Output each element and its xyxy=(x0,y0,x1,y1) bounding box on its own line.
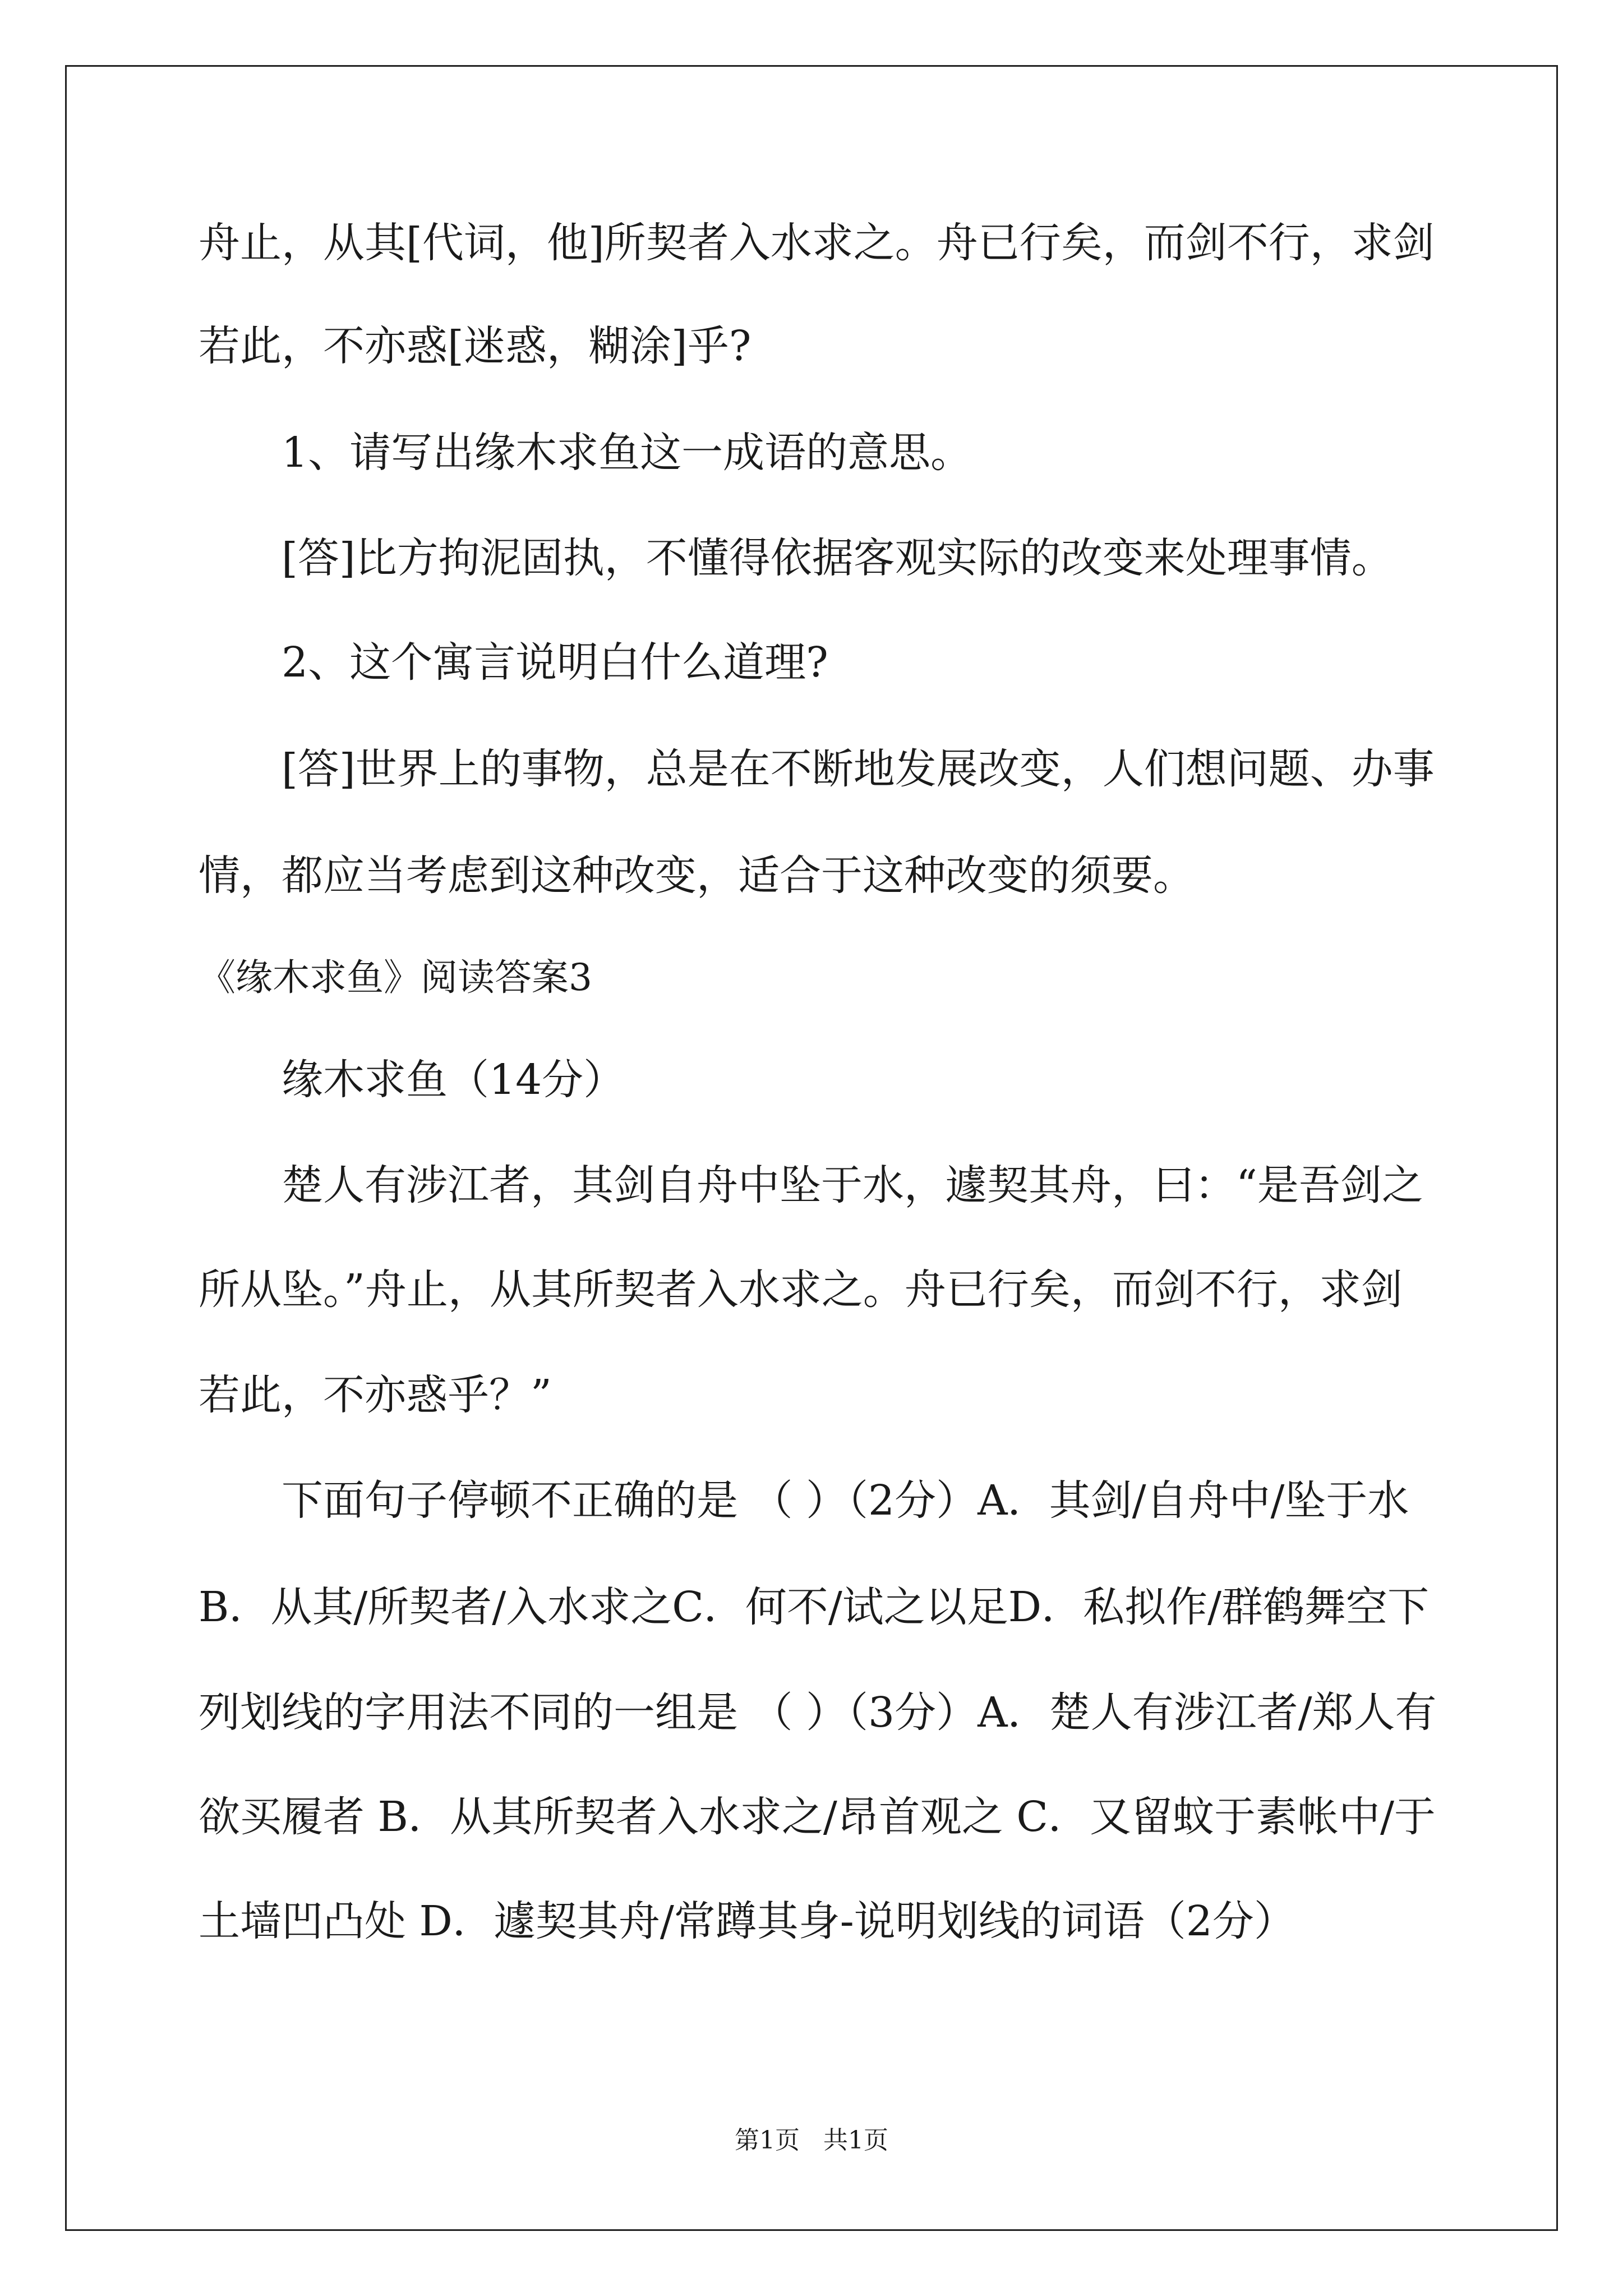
question-2: 2、这个寓言说明白什么道理? xyxy=(282,638,828,687)
passage-text: 所从坠。”舟止，从其所契者入水求之。舟已行矣，而剑不行，求剑 xyxy=(199,1266,1403,1314)
answer-2: [答]世界上的事物，总是在不断地发展改变，人们想问题、办事 xyxy=(282,745,1435,793)
passage-text: 若此，不亦惑乎？” xyxy=(199,1371,552,1419)
answer-1: [答]比方拘泥固执，不懂得依据客观实际的改变来处理事情。 xyxy=(282,534,1393,582)
question-text: B．从其/所契者/入水求之C．何不/试之以足D．私拟作/群鹤舞空下 xyxy=(199,1583,1430,1631)
page-number-footer: 第1页 共1页 xyxy=(735,2126,888,2155)
passage-title: 缘木求鱼（14分） xyxy=(282,1056,625,1104)
question-text: 下面句子停顿不正确的是 （ ）（2分）A．其剑/自舟中/坠于水 xyxy=(282,1476,1409,1525)
question-1: 1、请写出缘木求鱼这一成语的意思。 xyxy=(282,429,972,477)
text-line: 情，都应当考虑到这种改变，适合于这种改变的须要。 xyxy=(199,852,1195,900)
text-line: 舟止，从其[代词，他]所契者入水求之。舟已行矣，而剑不行，求剑 xyxy=(199,219,1435,267)
section-heading: 《缘木求鱼》阅读答案3 xyxy=(199,956,592,999)
text-line: 若此，不亦惑[迷惑，糊涂]乎? xyxy=(199,322,751,370)
question-text: 欲买履者 B．从其所契者入水求之/昂首观之 C．又留蚊于素帐中/于 xyxy=(199,1793,1436,1841)
question-text: 土墙凹凸处 D．遽契其舟/常蹲其身-说明划线的词语（2分） xyxy=(199,1897,1295,1945)
passage-text: 楚人有涉江者，其剑自舟中坠于水，遽契其舟，曰：“是吾剑之 xyxy=(282,1161,1423,1209)
question-text: 列划线的字用法不同的一组是 （ ）（3分）A．楚人有涉江者/郑人有 xyxy=(199,1688,1437,1737)
